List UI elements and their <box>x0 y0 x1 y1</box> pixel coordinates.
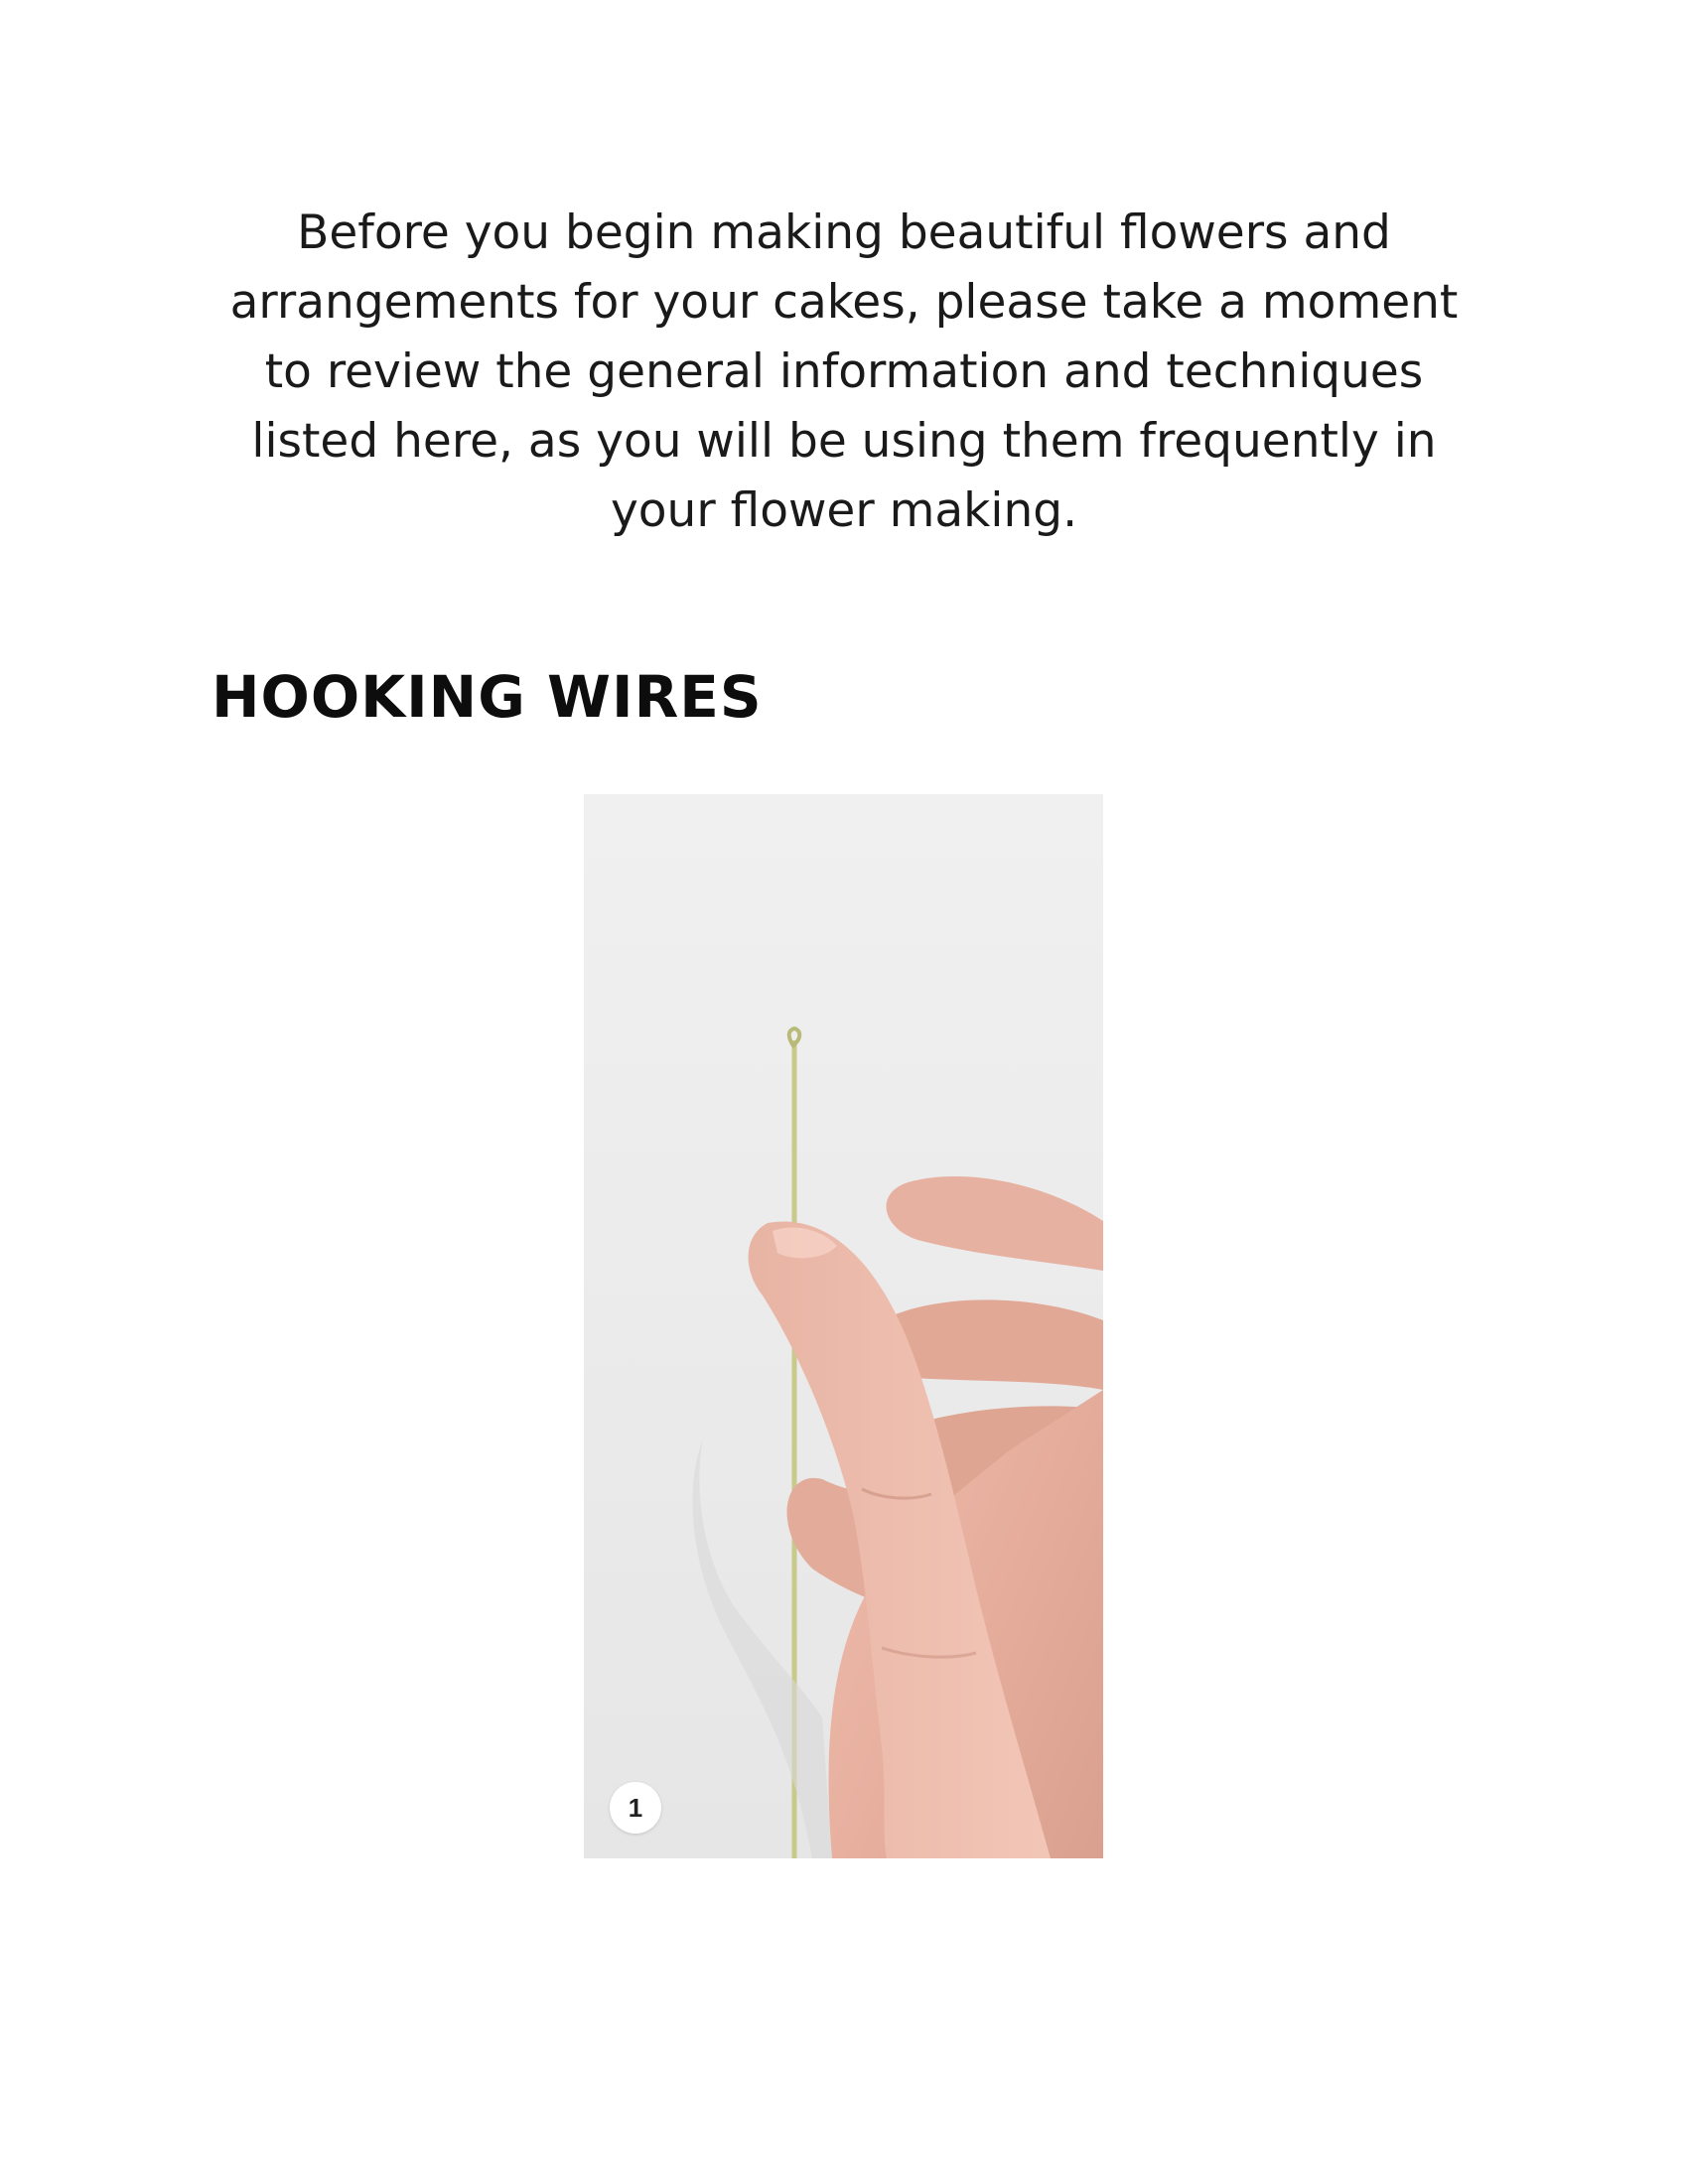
photo-illustration <box>584 794 1103 1858</box>
hooking-wire-photo <box>584 794 1103 1858</box>
section-heading: HOOKING WIRES <box>211 663 763 731</box>
step-number-badge: 1 <box>610 1782 661 1834</box>
intro-paragraph: Before you begin making beautiful flowers and arrangements for your cakes, please take a moment to review the general information and techniques listed here, as you will be using them frequently in your flower making. <box>229 205 1459 538</box>
